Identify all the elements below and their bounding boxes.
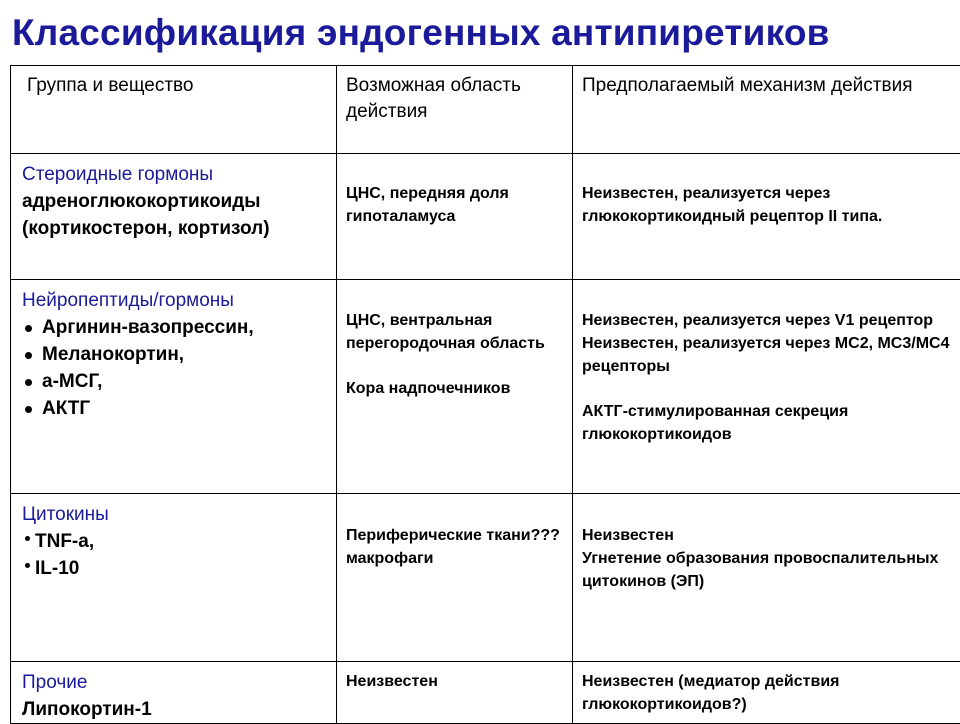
mechanism-text: Неизвестен [582,524,960,547]
area-cell [337,280,573,494]
group-cell [11,280,337,494]
table-row [11,154,960,280]
group-cell [11,494,337,662]
mechanism-cell [573,154,960,280]
area-cell [337,494,573,662]
list-item: Аргинин-вазопрессин, [22,314,328,341]
substance-list [22,528,328,582]
substance-text: Липокортин-1 [22,696,328,723]
table-header-row [11,66,960,154]
header-area: Возможная область действия [337,66,573,154]
mechanism-text: Угнетение образования провоспалительных цитокинов (ЭП) [582,547,960,593]
group-cell [11,662,337,724]
mechanism-cell [573,280,960,494]
table-row [11,494,960,662]
list-item: Меланокортин, [22,341,328,368]
mechanism-text: АКТГ-стимулированная секреция глюкокортикоидов [582,400,960,446]
mechanism-text: Неизвестен, реализуется через V1 рецептор [582,309,960,332]
area-text: ЦНС, передняя доля гипоталамуса [346,182,566,228]
group-title: Стероидные гормоны [22,162,328,188]
mechanism-cell [573,494,960,662]
area-text: Неизвестен [346,670,566,693]
list-item: TNF-a, [22,528,328,555]
area-cell [337,662,573,724]
mechanism-text: Неизвестен, реализуется через МС2, МС3/МС4 рецепторы [582,332,960,378]
mechanism-text: Неизвестен (медиатор действия глюкокортикоидов?) [582,670,960,716]
antipyretics-table [10,65,960,724]
mechanism-text: Неизвестен, реализуется через глюкокортикоидный рецептор II типа. [582,182,960,228]
list-item: IL-10 [22,555,328,582]
page-title: Классификация эндогенных антипиретиков [12,12,830,54]
area-text: Кора надпочечников [346,377,566,400]
header-group: Группа и вещество [11,66,337,154]
table-row [11,662,960,724]
substance-text: адреноглюкокортикоиды (кортикостерон, кортизол) [22,188,328,242]
group-title: Цитокины [22,502,328,528]
substance-list [22,314,328,422]
area-cell [337,154,573,280]
area-text: ЦНС, вентральная перегородочная область [346,309,566,355]
area-text: Периферические ткани??? макрофаги [346,524,566,570]
table-row [11,280,960,494]
group-title: Нейропептиды/гормоны [22,288,328,314]
header-mechanism: Предполагаемый механизм действия [573,66,960,154]
group-cell [11,154,337,280]
group-title: Прочие [22,670,328,696]
list-item: АКТГ [22,395,328,422]
mechanism-cell [573,662,960,724]
list-item: а-МСГ, [22,368,328,395]
